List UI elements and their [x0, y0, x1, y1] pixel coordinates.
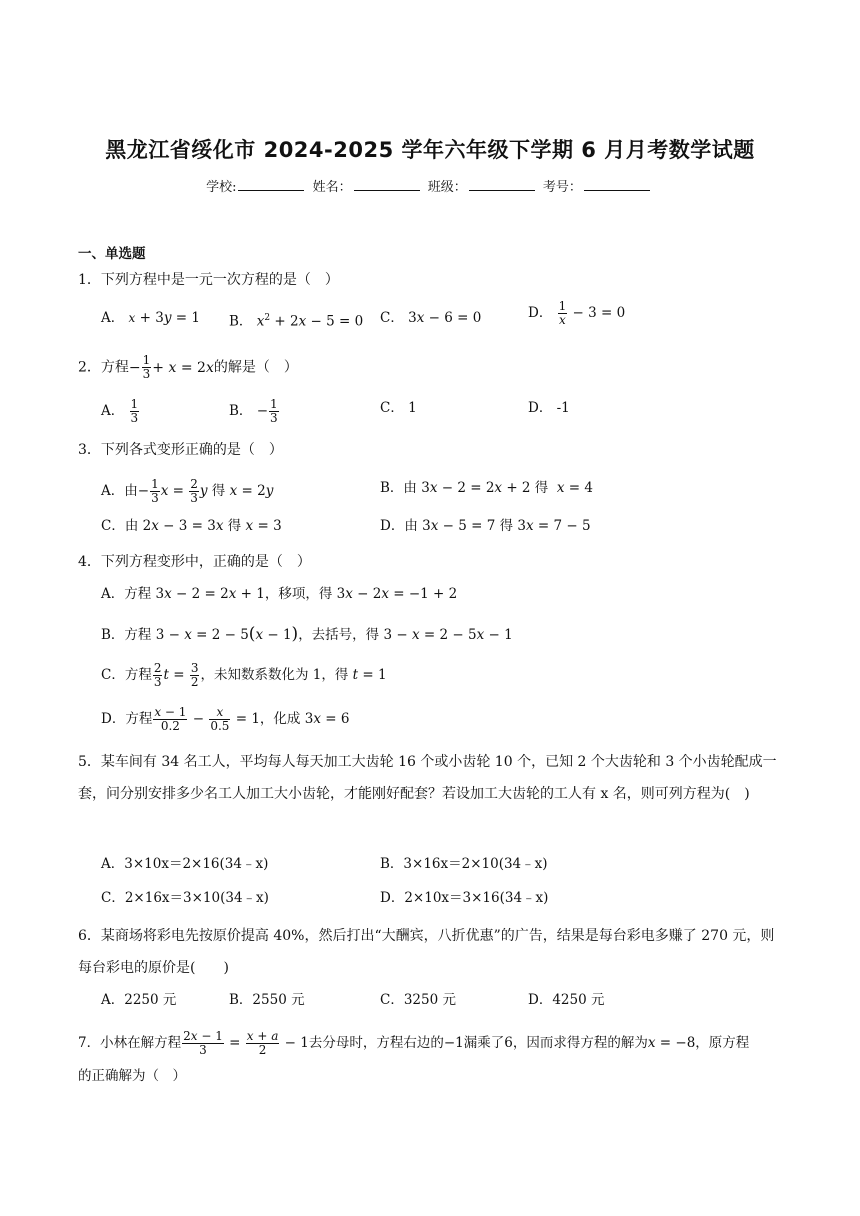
equation: − $\frac{1}{3}$ + x = 2x: [128, 353, 214, 381]
question-stem: 去分母时，方程右边的: [308, 1035, 444, 1051]
class-blank: [469, 178, 535, 191]
question-stem: 下列方程变形中，正确的是（ ）: [100, 554, 311, 570]
question-6: [78, 920, 788, 984]
q5-option-a: [101, 854, 268, 874]
question-stem: 某商场将彩电先按原价提高 40%，然后打出“大酬宾，八折优惠”的广告，结果是每台彩电多赚了 270 元，则每台彩电的原价是( ): [78, 928, 775, 976]
q2-option-c: [380, 398, 417, 418]
question-7: 7．小林在解方程 $\frac{2x - 1}{3}$ = $\frac{x + a}{2}$ − 1去分母时，方程右边的−1漏乘了6，因而求得方程的解为x = −8，原方程 的正确解为（ ）: [78, 1029, 750, 1084]
class-label: 班级：: [427, 180, 467, 195]
school-blank: [238, 178, 304, 191]
option-label: B．: [380, 480, 404, 496]
option-text: 4250 元: [552, 992, 605, 1008]
option-label: B．: [101, 627, 125, 643]
option-label: B．: [380, 856, 404, 872]
question-1: [78, 270, 339, 290]
exam-number-blank: [584, 178, 650, 191]
q6-option-b: [229, 990, 305, 1010]
question-stem: 下列各式变形正确的是（ ）: [100, 442, 283, 458]
question-number: 6．: [78, 928, 101, 944]
school-label: 学校:: [206, 180, 237, 195]
option-text: 3250 元: [403, 992, 456, 1008]
option-label: C．: [101, 667, 125, 683]
question-number: 1．: [78, 272, 101, 288]
q1-option-c: C． 3x − 6 = 0: [380, 310, 482, 326]
question-number: 4．: [78, 554, 101, 570]
option-text: 3×10x＝2×16(34﹣x): [124, 856, 269, 872]
question-number: 3．: [78, 442, 101, 458]
student-info-line: [0, 176, 860, 195]
option-label: A．: [101, 483, 125, 499]
q4-option-d: D．方程 $\frac{x - 1}{0.2}$ − $\frac{x}{0.5}$ = 1，化成 3x = 6: [101, 705, 350, 733]
option-label: A．: [101, 992, 125, 1008]
q6-option-d: [528, 990, 604, 1010]
question-stem: ，因而求得方程的解为: [512, 1035, 648, 1051]
option-label: A．: [101, 403, 125, 419]
q3-option-a: A．由− $\frac{1}{3}$ x = $\frac{2}{3}$ y 得 x = 2y: [101, 477, 274, 505]
q5-option-b: [380, 854, 548, 874]
option-label: D．: [380, 518, 405, 534]
option-text: 3×16x＝2×10(34﹣x): [403, 856, 548, 872]
option-label: D．: [528, 305, 553, 321]
q4-option-b: B．方程 3 − x = 2 − 5(x − 1)，去括号，得 3 − x = 2 − 5x − 1: [101, 624, 513, 644]
q1-option-b: B． $x^2 + 2x - 5 = 0$: [229, 313, 364, 330]
question-stem: 方程: [100, 359, 129, 376]
option-label: D．: [528, 400, 553, 416]
question-stem: 漏乘了: [463, 1035, 505, 1051]
q2-option-a: A． $\frac{1}{3}$: [101, 397, 139, 425]
page-title: 黑龙江省绥化市 2024-2025 学年六年级下学期 6 月月考数学试题: [105, 138, 755, 162]
question-4: [78, 552, 311, 572]
option-label: D．: [380, 890, 405, 906]
q2-option-d: [528, 398, 570, 418]
name-label: 姓名：: [312, 180, 352, 195]
question-number: 2．: [78, 359, 101, 376]
question-3: [78, 440, 283, 460]
name-blank: [354, 178, 420, 191]
option-label: B．: [229, 992, 253, 1008]
q6-option-a: [101, 990, 176, 1010]
q4-option-a: A．方程 3x − 2 = 2x + 1，移项，得 3x − 2x = −1 + 2: [101, 586, 458, 602]
option-label: A．: [101, 310, 125, 326]
q5-option-c: [101, 888, 269, 908]
q6-option-c: [380, 990, 456, 1010]
question-stem: ，原方程: [695, 1035, 750, 1051]
option-label: D．: [101, 711, 126, 727]
q3-option-b: B．由 3x − 2 = 2x + 2 得 x = 4: [380, 480, 593, 496]
q3-option-c: C．由 2x − 3 = 3x 得 x = 3: [101, 518, 282, 534]
question-number: 5．: [78, 754, 101, 770]
q4-option-c: C．方程 $\frac{2}{3}$ t = $\frac{3}{2}$ ，未知数系数化为 1，得 t = 1: [101, 661, 387, 689]
option-text: 2550 元: [252, 992, 305, 1008]
option-text: -1: [556, 400, 570, 416]
option-label: D．: [528, 992, 553, 1008]
question-2: [78, 354, 298, 381]
question-stem: 的解是（ ）: [213, 359, 298, 376]
question-number: 7．: [78, 1035, 101, 1051]
option-label: A．: [101, 856, 125, 872]
q1-option-a: A． x + 3y = 1: [101, 310, 200, 326]
option-text: 2250 元: [124, 992, 177, 1008]
option-label: C．: [380, 992, 404, 1008]
option-text: 2×10x＝3×16(34﹣x): [404, 890, 549, 906]
option-label: B．: [229, 313, 253, 330]
option-label: C．: [380, 310, 404, 326]
question-stem: 某车间有 34 名工人，平均每人每天加工大齿轮 16 个或小齿轮 10 个，已知 2 个大齿轮和 3 个小齿轮配成一套，问分别安排多少名工人加工大小齿轮，才能刚好配套？若设加工大齿轮的工人有 x 名，则可列方程为( ): [78, 754, 777, 802]
question-stem-continued: 的正确解为（ ）: [78, 1068, 186, 1084]
question-stem: 小林在解方程: [100, 1035, 182, 1051]
option-label: C．: [101, 518, 125, 534]
section-heading: 一、单选题: [78, 246, 146, 262]
question-5: [78, 746, 788, 810]
option-text: 2×16x＝3×10(34﹣x): [124, 890, 269, 906]
q3-option-d: D．由 3x − 5 = 7 得 3x = 7 − 5: [380, 518, 591, 534]
exam-number-label: 考号：: [542, 180, 582, 195]
q5-option-d: [380, 888, 548, 908]
question-stem: 下列方程中是一元一次方程的是（ ）: [100, 272, 339, 288]
q1-option-d: D． $\frac{1}{x}$ − 3 = 0: [528, 299, 626, 327]
q2-option-b: B． − $\frac{1}{3}$: [229, 397, 278, 425]
option-label: C．: [101, 890, 125, 906]
option-label: B．: [229, 403, 253, 419]
option-label: A．: [101, 586, 125, 602]
option-label: C．: [380, 400, 404, 416]
option-text: 1: [408, 400, 417, 416]
